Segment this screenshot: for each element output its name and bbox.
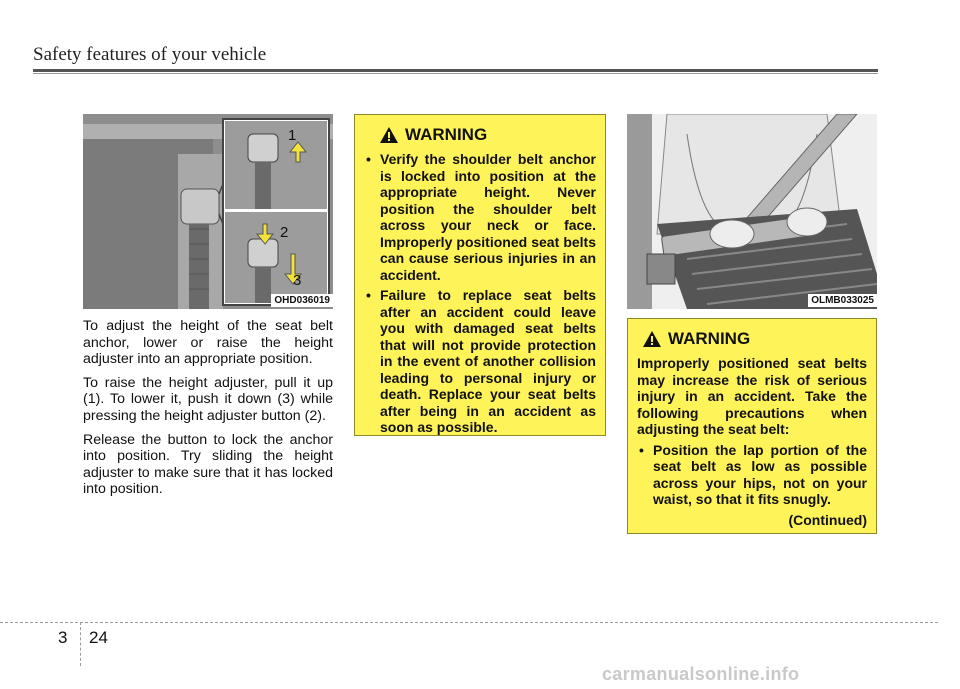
- warning-title: WARNING: [405, 125, 488, 144]
- warning-box: [354, 114, 606, 436]
- header-rule: [33, 69, 878, 72]
- warning-icon: [380, 127, 398, 143]
- body-paragraph: To adjust the height of the seat belt anchor, lower or raise the height adjuster into an appropriate position.: [83, 318, 333, 368]
- watermark: carmanualsonline.info: [602, 664, 800, 684]
- callout-3: 3: [293, 272, 302, 289]
- footer-rule: [0, 622, 938, 623]
- warning-item: • Position the lap portion of the seat belt as low as possible across your hips, not on your waist, so that it fits snugly.: [637, 442, 867, 508]
- callout-1: 1: [288, 127, 297, 144]
- warning-intro: Improperly positioned seat belts may increase the risk of serious injury in an accident. Take the following precautions when adjusting the seat belt:: [637, 355, 867, 437]
- header-rule-thin: [33, 73, 878, 74]
- callout-2: 2: [280, 224, 289, 241]
- continued-label: (Continued): [788, 511, 867, 528]
- section-number: 3: [58, 628, 68, 647]
- lap-belt-illustration: [627, 114, 877, 309]
- warning-icon: [643, 331, 661, 347]
- footer-divider: [80, 622, 81, 666]
- body-paragraph: Release the button to lock the anchor into position. Try sliding the height adjuster to make sure that it has locked into position.: [83, 431, 333, 498]
- page-number: 24: [89, 628, 108, 647]
- warning-list: [364, 151, 596, 436]
- warning-item: • Failure to replace seat belts after an accident could leave you with damaged seat belts that will not provide protection in the event of another collision leading to personal injury or death. Replace your seat belts after being in an accident as soon as possible.: [364, 287, 596, 436]
- figure-code: OLMB033025: [808, 294, 877, 307]
- warning-list: [637, 442, 867, 508]
- warning-box: [627, 318, 877, 534]
- figure-code: OHD036019: [271, 294, 333, 307]
- warning-item: • Verify the shoulder belt anchor is locked into position at the appropriate height. Never position the shoulder belt across your neck or face. Improperly positioned seat belts can cause serious injuries in an accident.: [364, 151, 596, 283]
- page-header-title: Safety features of your vehicle: [33, 44, 267, 65]
- seatbelt-adjuster-illustration: [83, 114, 333, 309]
- warning-title: WARNING: [668, 329, 751, 348]
- body-text: [83, 318, 333, 505]
- warning-header: [637, 329, 867, 349]
- body-paragraph: To raise the height adjuster, pull it up (1). To lower it, push it down (3) while pressing the height adjuster button (2).: [83, 374, 333, 424]
- warning-header: [364, 125, 596, 145]
- lap-belt-drawing: [627, 114, 877, 309]
